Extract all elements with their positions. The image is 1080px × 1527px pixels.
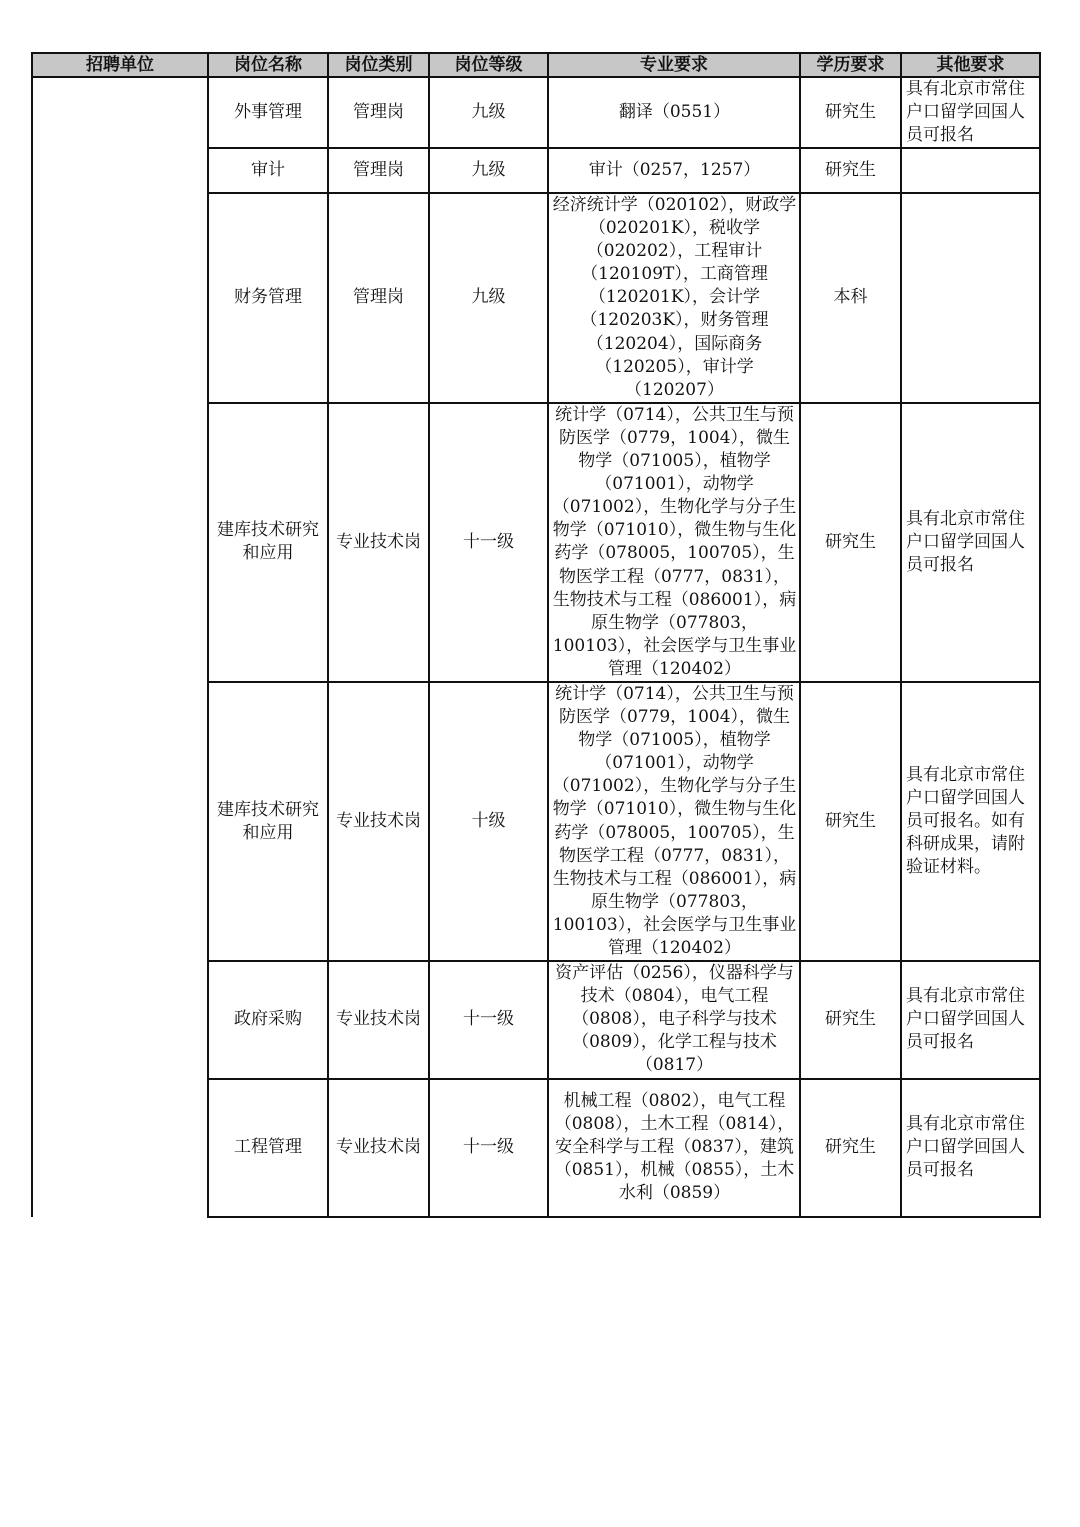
header-unit: 招聘单位 — [32, 53, 208, 77]
position-level: 九级 — [429, 193, 548, 403]
major-requirement: 翻译（0551） — [548, 77, 800, 148]
major-requirement: 资产评估（0256），仪器科学与技术（0804），电气工程（0808），电子科学与技术（0809），化学工程与技术（0817） — [548, 961, 800, 1078]
education-requirement: 研究生 — [800, 148, 901, 193]
position-name: 工程管理 — [208, 1079, 328, 1217]
position-category: 专业技术岗 — [328, 1079, 429, 1217]
table-header-row — [32, 53, 1040, 77]
education-requirement: 研究生 — [800, 682, 901, 961]
other-requirement: 具有北京市常住户口留学回国人员可报名 — [901, 961, 1040, 1078]
major-requirement: 统计学（0714），公共卫生与预防医学（0779，1004），微生物学（071005），植物学（071001），动物学（071002），生物化学与分子生物学（071010），微生物与生化药学（078005，100705），生物医学工程（0777，0831），生物技术与工程（086001），病原生物学（077803，100103），社会医学与卫生事业管理（120402） — [548, 403, 800, 682]
position-name: 外事管理 — [208, 77, 328, 148]
position-name: 审计 — [208, 148, 328, 193]
position-name: 建库技术研究和应用 — [208, 682, 328, 961]
education-requirement: 研究生 — [800, 961, 901, 1078]
header-position-level: 岗位等级 — [429, 53, 548, 77]
header-position-name: 岗位名称 — [208, 53, 328, 77]
table-row — [32, 77, 1040, 148]
position-level: 十一级 — [429, 1079, 548, 1217]
major-requirement: 经济统计学（020102），财政学（020201K），税收学（020202），工程审计（120109T），工商管理（120201K），会计学（120203K），财务管理（120204），国际商务（120205），审计学（120207） — [548, 193, 800, 403]
position-name: 建库技术研究和应用 — [208, 403, 328, 682]
header-position-category: 岗位类别 — [328, 53, 429, 77]
major-requirement: 统计学（0714），公共卫生与预防医学（0779，1004），微生物学（071005），植物学（071001），动物学（071002），生物化学与分子生物学（071010），微生物与生化药学（078005，100705），生物医学工程（0777，0831），生物技术与工程（086001），病原生物学（077803，100103），社会医学与卫生事业管理（120402） — [548, 682, 800, 961]
position-level: 十级 — [429, 682, 548, 961]
position-name: 政府采购 — [208, 961, 328, 1078]
position-category: 专业技术岗 — [328, 403, 429, 682]
education-requirement: 研究生 — [800, 403, 901, 682]
header-other-requirement: 其他要求 — [901, 53, 1040, 77]
position-level: 九级 — [429, 77, 548, 148]
position-level: 十一级 — [429, 403, 548, 682]
header-major-requirement: 专业要求 — [548, 53, 800, 77]
position-category: 管理岗 — [328, 193, 429, 403]
position-category: 专业技术岗 — [328, 682, 429, 961]
position-level: 十一级 — [429, 961, 548, 1078]
other-requirement: 具有北京市常住户口留学回国人员可报名 — [901, 1079, 1040, 1217]
position-category: 管理岗 — [328, 77, 429, 148]
other-requirement: 具有北京市常住户口留学回国人员可报名。如有科研成果，请附验证材料。 — [901, 682, 1040, 961]
other-requirement — [901, 148, 1040, 193]
education-requirement: 本科 — [800, 193, 901, 403]
other-requirement: 具有北京市常住户口留学回国人员可报名 — [901, 77, 1040, 148]
other-requirement: 具有北京市常住户口留学回国人员可报名 — [901, 403, 1040, 682]
other-requirement — [901, 193, 1040, 403]
header-education-requirement: 学历要求 — [800, 53, 901, 77]
recruiting-unit-cell — [32, 77, 208, 1217]
position-name: 财务管理 — [208, 193, 328, 403]
education-requirement: 研究生 — [800, 77, 901, 148]
recruitment-table — [31, 52, 1041, 1218]
position-level: 九级 — [429, 148, 548, 193]
major-requirement: 审计（0257，1257） — [548, 148, 800, 193]
major-requirement: 机械工程（0802），电气工程（0808），土木工程（0814），安全科学与工程（0837），建筑（0851），机械（0855），土木水利（0859） — [548, 1079, 800, 1217]
education-requirement: 研究生 — [800, 1079, 901, 1217]
position-category: 管理岗 — [328, 148, 429, 193]
position-category: 专业技术岗 — [328, 961, 429, 1078]
